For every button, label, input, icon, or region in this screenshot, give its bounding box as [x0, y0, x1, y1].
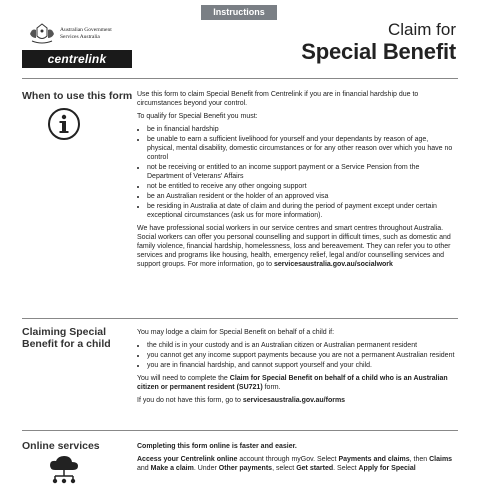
centrelink-logo: centrelink	[22, 50, 132, 68]
header-divider	[22, 78, 458, 79]
online-services-heading: Online services	[22, 440, 100, 452]
qualify-list	[137, 125, 457, 220]
form-title-line1: Claim for	[387, 20, 456, 39]
forms-link[interactable]: servicesaustralia.gov.au/forms	[242, 397, 346, 404]
when-intro: Use this form to claim Special Benefit from Centrelink if you are in financial hardship due to circumstances beyond your control.	[137, 91, 419, 107]
list-item: • be an Australian resident or the holder of an approved visa	[147, 192, 457, 201]
claiming-child-section	[137, 328, 457, 409]
child-list	[137, 341, 457, 370]
list-item: • be residing in Australia at date of claim and during the period of payment except under certain exceptional circumstances (ask us for more information).	[147, 202, 457, 220]
online-lead: Completing this form online is faster and easier.	[137, 443, 297, 450]
government-wordmark: Australian Government Services Australia	[60, 27, 112, 40]
list-item: • the child is in your custody and is an Australian citizen or Australian permanent resident	[147, 341, 457, 350]
list-item: • you cannot get any income support payments because you are not a permanent Australian resident	[147, 351, 457, 360]
instructions-tab[interactable]: Instructions	[201, 5, 277, 20]
list-item: • be unable to earn a sufficient livelihood for yourself and your dependants by reason of age, physical, mental disability, domestic circumstances or for any other reason over which you have no control	[147, 135, 457, 162]
list-item: • not be receiving or entitled to an income support payment or a Service Pension from the Department of Veterans' Affairs	[147, 163, 457, 181]
online-access-paragraph: Access your Centrelink online account through myGov. Select Payments and claims, then Claims and Make a claim. Under Other payments, select Get started. Select Apply for Special	[137, 456, 453, 472]
social-work-link[interactable]: servicesaustralia.gov.au/socialwork	[273, 261, 393, 268]
section-divider	[22, 430, 458, 431]
list-item: • be in financial hardship	[147, 125, 457, 134]
form-title-line2: Special Benefit	[301, 39, 456, 64]
list-item: • not be entitled to receive any other ongoing support	[147, 182, 457, 191]
list-item: • you are in financial hardship, and cannot support yourself and your child.	[147, 361, 457, 370]
child-intro: You may lodge a claim for Special Benefit on behalf of a child if:	[137, 329, 335, 336]
section-divider	[22, 318, 458, 319]
online-services-section	[137, 442, 457, 477]
social-work-paragraph: We have professional social workers in our service centres and smart centres throughout Australia. Social workers can offer you personal counselling and support in difficult times, such as domestic and family violence, financial hardship, homelessness, loss and bereavement. They can refer you to other services and programs like housing, health, emergency relief, legal and/or counselling services and support groups. For more information, go to servicesaustralia.gov.au/socialwork	[137, 225, 451, 268]
complete-form-paragraph: You will need to complete the Claim for Special Benefit on behalf of a child who is an Australian citizen or permanent resident (SU721) form.	[137, 375, 448, 391]
forms-paragraph: If you do not have this form, go to servicesaustralia.gov.au/forms	[137, 397, 346, 404]
qualify-intro: To qualify for Special Benefit you must:	[137, 113, 258, 120]
info-icon	[47, 107, 81, 141]
claiming-child-heading: Claiming Special Benefit for a child	[22, 326, 111, 350]
when-to-use-section	[137, 90, 457, 273]
coat-of-arms-icon	[28, 22, 56, 46]
when-to-use-heading: When to use this form	[22, 90, 133, 102]
